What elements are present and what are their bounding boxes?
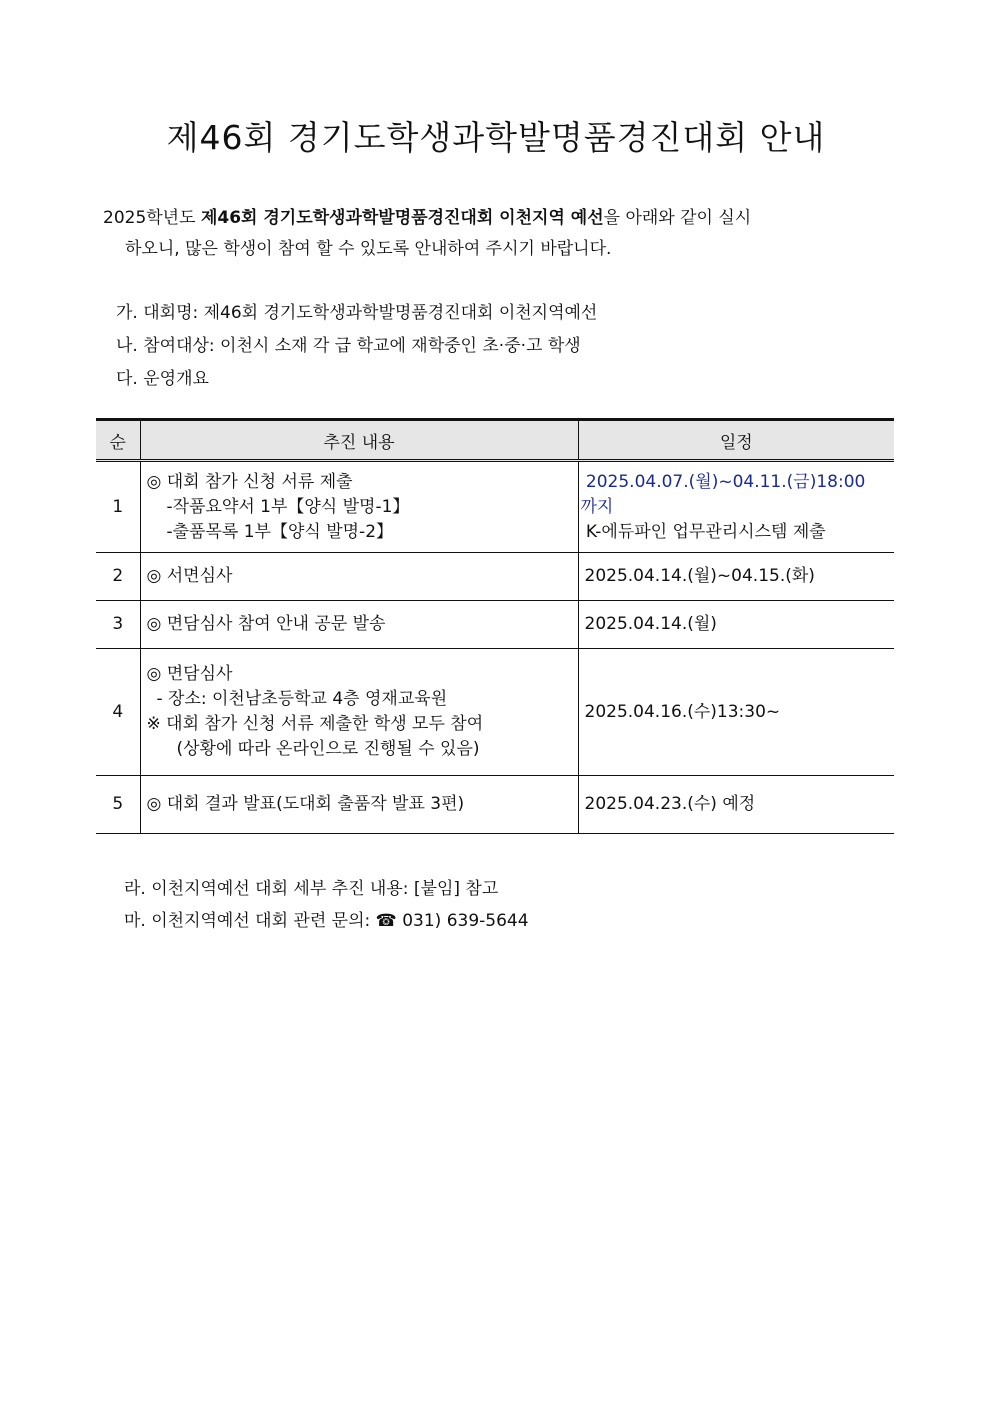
row-no: 2 (96, 553, 140, 601)
content-line: - 장소: 이천남초등학교 4층 영재교육원 (156, 689, 448, 709)
row-content (140, 461, 578, 553)
row-content: ◎ 면담심사 참여 안내 공문 발송 (140, 601, 578, 649)
schedule-line: 2025.04.07.(월)~04.11.(금)18:00 (580, 471, 866, 492)
table-row (96, 553, 894, 601)
item-event-name: 가. 대회명: 제46회 경기도학생과학발명품경진대회 이천지역예선 (116, 303, 598, 323)
content-line: ◎ 대회 참가 신청 서류 제출 (146, 471, 353, 492)
table-row (96, 649, 894, 776)
schedule-table (96, 418, 894, 834)
intro-paragraph (103, 203, 898, 265)
table-row (96, 601, 894, 649)
table-row (96, 776, 894, 834)
schedule-line: 까지 (580, 496, 614, 517)
item-participants: 나. 참여대상: 이천시 소재 각 급 학교에 재학중인 초·중·고 학생 (116, 336, 581, 356)
header-no: 순 (96, 420, 140, 461)
row-content: ◎ 서면심사 (140, 553, 578, 601)
document-title: 제46회 경기도학생과학발명품경진대회 안내 (166, 118, 826, 157)
table-header-row (96, 420, 894, 461)
item-operation: 다. 운영개요 (116, 369, 209, 389)
row-no: 5 (96, 776, 140, 834)
footer-list (124, 873, 529, 937)
content-line: ※ 대회 참가 신청 서류 제출한 학생 모두 참여 (146, 714, 484, 734)
overview-list (116, 297, 597, 396)
row-no: 4 (96, 649, 140, 776)
intro-year: 2025학년도 (103, 208, 201, 228)
row-schedule: 2025.04.14.(월) (578, 601, 894, 649)
row-schedule: 2025.04.14.(월)~04.15.(화) (578, 553, 894, 601)
row-schedule: 2025.04.23.(수) 예정 (578, 776, 894, 834)
schedule-line: K-에듀파인 업무관리시스템 제출 (580, 521, 826, 542)
row-content (140, 649, 578, 776)
row-no: 3 (96, 601, 140, 649)
intro-event-name: 제46회 경기도학생과학발명품경진대회 이천지역 예선 (200, 208, 604, 228)
item-contact: 마. 이천지역예선 대회 관련 문의: ☎ 031) 639-5644 (124, 911, 529, 931)
intro-text-2: 하오니, 많은 학생이 참여 할 수 있도록 안내하여 주시기 바랍니다. (125, 239, 612, 259)
row-schedule (578, 461, 894, 553)
row-schedule: 2025.04.16.(수)13:30~ (578, 649, 894, 776)
row-no: 1 (96, 461, 140, 553)
intro-text-1: 을 아래와 같이 실시 (603, 208, 752, 228)
table-row (96, 461, 894, 553)
header-content: 추진 내용 (140, 420, 578, 461)
header-schedule: 일정 (578, 420, 894, 461)
content-line: -작품요약서 1부【양식 발명-1】 (166, 496, 410, 517)
row-content: ◎ 대회 결과 발표(도대회 출품작 발표 3편) (140, 776, 578, 834)
content-line: -출품목록 1부【양식 발명-2】 (166, 521, 394, 542)
content-line: (상황에 따라 온라인으로 진행될 수 있음) (176, 739, 480, 759)
item-detail-reference: 라. 이천지역예선 대회 세부 추진 내용: [붙임] 참고 (124, 879, 499, 899)
content-line: ◎ 면담심사 (146, 664, 233, 684)
